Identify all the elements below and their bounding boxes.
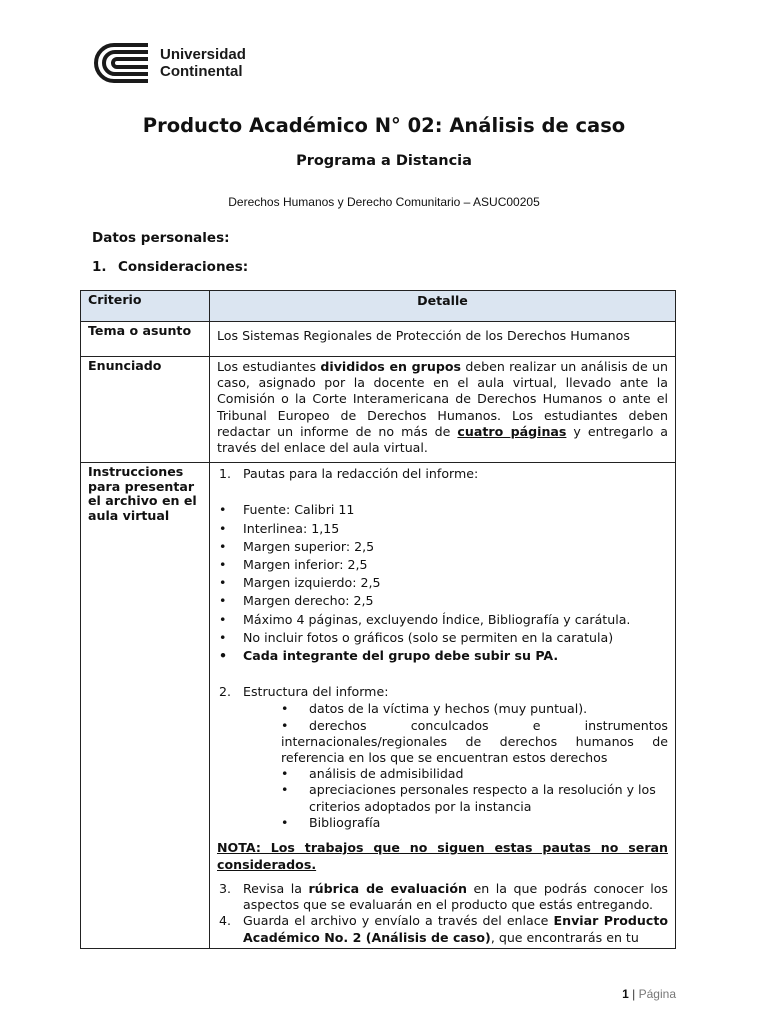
format-bullet-text: Margen izquierdo: 2,5 [243,575,381,591]
logo-line-2: Continental [160,63,243,80]
table-row-enunciado [81,357,676,463]
bullet-icon: • [281,701,289,717]
enviar-producto-link-text: Enviar Producto Académico No. 2 (Análisis de caso) [243,913,668,945]
enunciado-part-1: Los estudiantes [217,359,321,374]
structure-sub-text: datos de la víctima y hechos (muy puntual). [309,701,588,717]
table-row-instrucciones [81,463,676,949]
instr-item-4-a: Guarda el archivo y envíalo a través del enlace [243,913,554,929]
instr-item-4 [217,913,668,945]
page-footer [622,987,676,1001]
enunciado-part-3: y entregarlo a través del enlace del aula virtual. [217,423,668,456]
bullet-icon: • [281,766,289,782]
instr-item-1-num: 1. [219,466,232,482]
bullet-icon: • [219,593,227,609]
format-bullet-text: Margen inferior: 2,5 [243,557,368,573]
format-bullet-item [217,611,668,629]
enunciado-label: Enunciado [81,357,210,463]
tema-label: Tema o asunto [81,322,210,357]
bullet-icon: • [281,814,289,830]
instr-item-3 [217,881,668,913]
structure-sub-item [217,815,668,831]
format-bullet-item [217,556,668,574]
instr-item-2-num: 2. [219,684,232,700]
enunciado-bold-2: cuatro páginas [457,423,567,439]
instr-item-3-num: 3. [219,881,232,897]
document-subtitle: Programa a Distancia [296,153,472,169]
format-bullet-text: Máximo 4 páginas, excluyendo Índice, Bibliografía y carátula. [243,611,631,627]
instr-item-4-num: 4. [219,913,232,929]
footer-page-label: Página [638,987,676,1001]
bullet-icon: • [219,629,227,645]
structure-sub-text: Bibliografía [309,814,381,830]
instr-item-2 [217,683,668,701]
bullet-icon: • [281,782,289,798]
structure-sub-text: análisis de admisibilidad [309,766,464,782]
bullet-icon: • [219,538,227,554]
bullet-icon: • [219,502,227,518]
format-bullet-text: Fuente: Calibri 11 [243,502,355,518]
logo-line-1: Universidad [160,46,246,63]
rubrica-link-text: rúbrica de evaluación [308,881,467,897]
course-name: Derechos Humanos y Derecho Comunitario – ASUC00205 [228,195,540,209]
instr-item-3-c: en la que podrás conocer los aspectos que se evaluarán en el producto que estás entregando. [243,881,668,913]
enunciado-text [210,357,676,463]
format-bullet-text: No incluir fotos o gráficos (solo se permiten en la caratula) [243,629,614,645]
format-bullet-item [217,592,668,610]
format-bullet-item [217,520,668,538]
table-row-tema [81,322,676,357]
structure-sub-item [217,782,668,814]
bullet-icon: • [219,611,227,627]
instr-item-2-text: Estructura del informe: [243,684,389,700]
format-bullet-bold: • Cada integrante del grupo debe subir su PA. [217,647,668,665]
consideraciones-number: 1. [92,259,107,275]
format-bullet-item [217,501,668,519]
footer-separator: | [632,987,636,1001]
format-bullet-text: Margen derecho: 2,5 [243,593,374,609]
format-bullet-text: Margen superior: 2,5 [243,538,375,554]
bullet-icon: • [219,557,227,573]
format-bullet-item [217,538,668,556]
document-title: Producto Académico N° 02: Análisis de caso [142,114,626,137]
structure-sub-text: derechos conculcados e instrumentos internacionales/regionales de derechos humanos de referencia en los que se encuentran estos derechos [281,717,668,766]
format-bullet-list [217,501,668,647]
instr-item-1 [217,465,668,483]
instr-item-4-c: , que encontrarás en tu [490,929,639,945]
instrucciones-label: Instrucciones para presentar el archivo en el aula virtual [81,463,210,949]
datos-personales-heading: Datos personales: [92,230,230,246]
bullet-icon: • [219,520,227,536]
header-detalle: Detalle [210,291,676,322]
page-number: 1 [622,987,629,1001]
format-bullet-item [217,629,668,647]
consideraciones-heading [92,259,248,275]
tema-value: Los Sistemas Regionales de Protección de los Derechos Humanos [210,322,676,357]
nota-text: NOTA: Los trabajos que no siguen estas pautas no seran considerados. [217,840,668,873]
table-header-row [81,291,676,322]
structure-sub-item [217,701,668,717]
enunciado-bold-1: divididos en grupos [320,359,462,374]
continental-logo-icon [92,42,152,84]
instrucciones-content [210,463,676,949]
structure-sub-item [217,718,668,767]
consideraciones-label: Consideraciones: [118,259,249,275]
structure-sub-text: apreciaciones personales respecto a la resolución y los criterios adoptados por la instancia [309,782,656,814]
enunciado-part-2: deben realizar un análisis de un caso, asignado por la docente en el aula virtual, llevado ante la Comisión o la Corte Interamericana de Derechos Humanos o ante el Tribunal Europeo de Derechos Humanos. Los estudiantes deben redactar un informe de no más de [217,359,668,439]
structure-sub-list [217,701,668,831]
instr-item-3-a: Revisa la [243,881,309,897]
bullet-icon: • [219,575,227,591]
consideraciones-table [80,290,676,949]
university-logo [92,42,246,84]
structure-sub-item [217,766,668,782]
format-bullet-item [217,574,668,592]
logo-text [160,46,246,80]
instr-item-1-text: Pautas para la redacción del informe: [243,466,479,482]
bullet-icon: • [281,717,289,733]
format-bullet-bold-text: Cada integrante del grupo debe subir su PA. [243,648,559,664]
header-criterio: Criterio [81,291,210,322]
format-bullet-text: Interlinea: 1,15 [243,520,340,536]
